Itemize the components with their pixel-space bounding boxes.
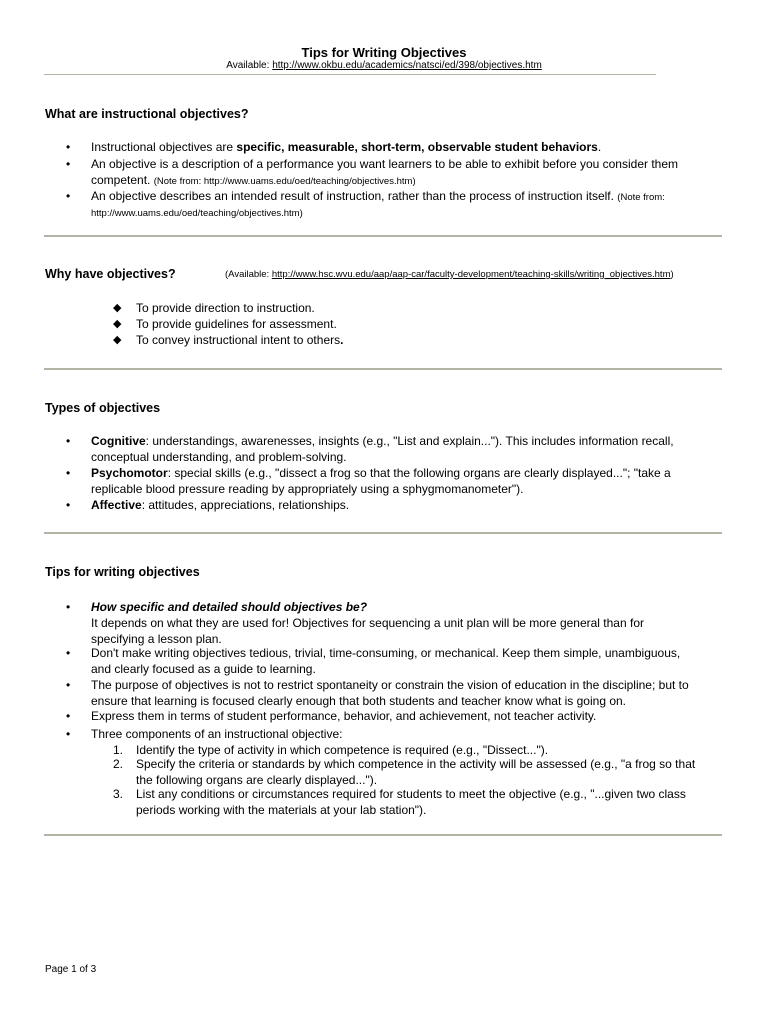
- text: replicable blood pressure reading by appropriately using a sphygmomanometer").: [91, 482, 524, 496]
- list-item: To provide direction to instruction.: [136, 301, 315, 315]
- bullet-icon: •: [66, 466, 71, 480]
- note: http://www.uams.edu/oed/teaching/objectives.htm): [91, 208, 303, 219]
- text: To convey instructional intent to others: [136, 333, 341, 347]
- heading-why-objectives: Why have objectives?: [45, 267, 176, 281]
- page-number: Page 1 of 3: [45, 964, 97, 975]
- text: Specify the criteria or standards by which competence in the activity will be assessed (e.g., "a frog so that: [136, 757, 696, 771]
- text: An objective describes an intended result of instruction, rather than the process of instruction itself.: [91, 189, 618, 203]
- title-source: [0, 60, 768, 71]
- list-number: 1.: [113, 743, 124, 757]
- bullet-icon: •: [66, 709, 71, 723]
- document-title: Tips for Writing Objectives: [301, 45, 467, 60]
- list-item: To provide guidelines for assessment.: [136, 317, 337, 331]
- list-item: [91, 677, 731, 709]
- term: Cognitive: [91, 434, 146, 448]
- list-item: Express them in terms of student performance, behavior, and achievement, not teacher activity.: [91, 709, 597, 723]
- bullet-icon: •: [66, 600, 71, 614]
- section-divider: [44, 235, 722, 237]
- bullet-icon: •: [66, 189, 71, 203]
- list-number: 2.: [113, 757, 124, 771]
- text: : special skills (e.g., "dissect a frog so that the following organs are clearly displayed..."; "take a: [167, 466, 671, 480]
- list-number: 3.: [113, 787, 124, 801]
- list-item: [91, 465, 731, 497]
- list-item: [91, 497, 731, 513]
- why-source-link[interactable]: http://www.hsc.wvu.edu/aap/aap-car/faculty-development/teaching-skills/writing_objectives.htm: [271, 269, 671, 280]
- text: .: [597, 140, 602, 154]
- heading-what-are-objectives: What are instructional objectives?: [45, 107, 249, 121]
- numbered-item: [136, 786, 736, 818]
- text: : understandings, awarenesses, insights (e.g., "List and explain..."). This includes information recall,: [145, 434, 674, 448]
- text: the following organs are clearly displayed...").: [136, 773, 378, 787]
- text: : attitudes, appreciations, relationships.: [141, 498, 350, 512]
- numbered-item: [136, 756, 736, 788]
- heading-tips: Tips for writing objectives: [45, 565, 200, 579]
- section-divider: [44, 834, 722, 836]
- bullet-icon: •: [66, 157, 71, 171]
- question: How specific and detailed should objectives be?: [91, 600, 368, 614]
- text: conceptual understanding, and problem-solving.: [91, 450, 347, 464]
- text: competent.: [91, 173, 154, 187]
- diamond-bullet-icon: ◆: [113, 318, 122, 330]
- text: The purpose of objectives is not to restrict spontaneity or constrain the vision of education in the discipline; but to: [91, 678, 689, 692]
- bullet-icon: •: [66, 646, 71, 660]
- emphasis: specific, measurable, short-term, observable student behaviors: [236, 140, 598, 154]
- text: ensure that learning is focused clearly enough that both students and teacher know what is going on.: [91, 694, 627, 708]
- list-item: [91, 599, 731, 647]
- term: Psychomotor: [91, 466, 168, 480]
- heading-types-objectives: Types of objectives: [45, 401, 161, 415]
- note: (Note from: http://www.uams.edu/oed/teaching/objectives.htm): [153, 176, 416, 187]
- text: (Available:: [225, 269, 272, 280]
- diamond-bullet-icon: ◆: [113, 302, 122, 314]
- text: and clearly focused as a guide to learning.: [91, 662, 316, 676]
- term: Affective: [91, 498, 142, 512]
- text: periods working with the materials at your lab station").: [136, 803, 427, 817]
- text: ): [670, 269, 674, 280]
- list-item: Three components of an instructional objective:: [91, 727, 343, 741]
- list-item: [91, 139, 731, 155]
- list-item: [91, 188, 731, 222]
- why-source: [225, 269, 674, 280]
- available-label: Available:: [226, 60, 270, 71]
- text: .: [340, 333, 344, 347]
- text: List any conditions or circumstances required for students to meet the objective (e.g., "...given two class: [136, 787, 686, 801]
- list-item: [136, 332, 343, 348]
- list-item: [91, 156, 731, 190]
- text: Instructional objectives are: [91, 140, 237, 154]
- text: An objective is a description of a performance you want learners to be able to exhibit before you consider them: [91, 157, 678, 171]
- diamond-bullet-icon: ◆: [113, 334, 122, 346]
- bullet-icon: •: [66, 678, 71, 692]
- section-divider: [44, 532, 722, 534]
- text: It depends on what they are used for! Objectives for sequencing a unit plan will be more general than for: [91, 616, 644, 630]
- bullet-icon: •: [66, 140, 71, 154]
- bullet-icon: •: [66, 727, 71, 741]
- text: specifying a lesson plan.: [91, 632, 222, 646]
- title-divider: [44, 74, 656, 75]
- numbered-item: Identify the type of activity in which competence is required (e.g., "Dissect...").: [136, 743, 549, 757]
- bullet-icon: •: [66, 498, 71, 512]
- list-item: [91, 645, 731, 677]
- list-item: [91, 433, 731, 465]
- section-divider: [44, 368, 722, 370]
- note: (Note from:: [617, 192, 665, 203]
- text: Don't make writing objectives tedious, trivial, time-consuming, or mechanical. Keep them simple, unambiguous,: [91, 646, 681, 660]
- source-link[interactable]: http://www.okbu.edu/academics/natsci/ed/398/objectives.htm: [272, 60, 542, 71]
- bullet-icon: •: [66, 434, 71, 448]
